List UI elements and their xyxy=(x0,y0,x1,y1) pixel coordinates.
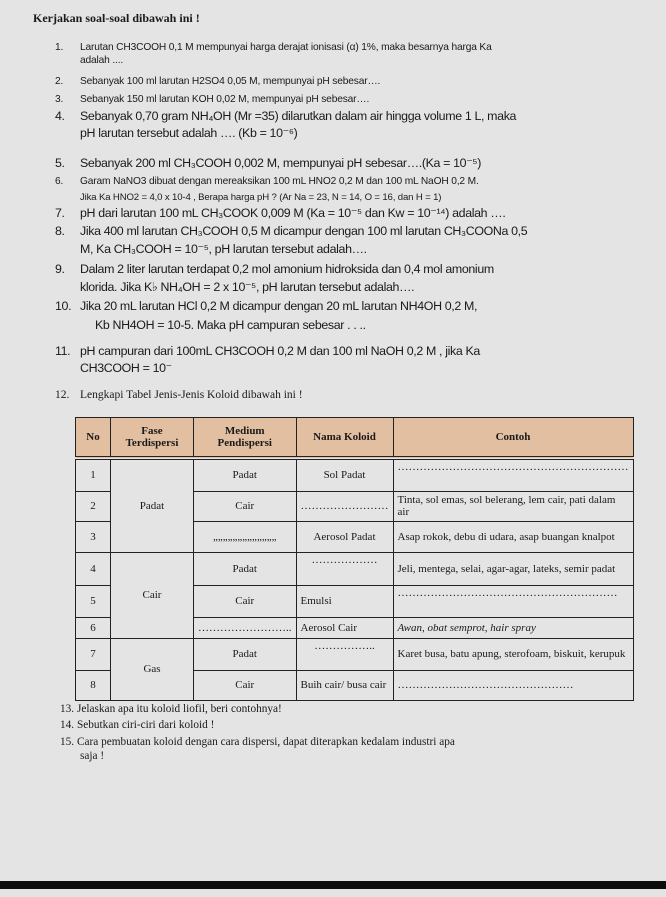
question-number: 4. xyxy=(55,109,65,123)
question-text: Sebanyak 100 ml larutan H2SO4 0,05 M, mempunyai pH sebesar…. xyxy=(80,76,381,87)
question-11 xyxy=(55,343,480,377)
question-text: Sebanyak 150 ml larutan KOH 0,02 M, mempunyai pH sebesar…. xyxy=(80,94,370,105)
question-2 xyxy=(55,76,380,87)
page-title: Kerjakan soal-soal dibawah ini ! xyxy=(33,11,200,25)
cell-fase: Gas xyxy=(111,638,194,700)
cell-contoh xyxy=(393,617,633,638)
question-number: 13. xyxy=(60,703,75,715)
question-13 xyxy=(60,703,282,715)
question-number: 14. xyxy=(60,719,75,731)
cell-medium: …………………….. xyxy=(194,617,297,638)
table-row xyxy=(76,552,634,585)
question-6 xyxy=(55,174,479,206)
cell-fase: Cair xyxy=(111,552,194,638)
question-text: pH campuran dari 100mL CH3COOH 0,2 M dan 100 ml NaOH 0,2 M , jika Ka xyxy=(80,344,480,358)
cell-medium: „„„„„„„„„„„„„ xyxy=(194,521,297,552)
question-number: 3. xyxy=(55,94,64,105)
question-9 xyxy=(55,260,494,296)
cell-contoh: Asap rokok, debu di udara, asap buangan knalpot xyxy=(393,521,633,552)
cell-medium: Cair xyxy=(194,491,297,521)
question-number: 10. xyxy=(55,299,72,313)
cell-no: 7 xyxy=(76,638,111,670)
header-fase: Fase Terdispersi xyxy=(111,418,194,459)
cell-nama: Buih cair/ busa cair xyxy=(296,670,393,700)
cell-nama: Aerosol Padat xyxy=(296,521,393,552)
question-text: Kb NH4OH = 10-5. Maka pH campuran sebesar . . .. xyxy=(95,318,366,332)
question-text: klorida. Jika K♭ NH₄OH = 2 x 10⁻⁵, pH larutan tersebut adalah…. xyxy=(80,280,415,294)
cell-medium: Cair xyxy=(194,670,297,700)
cell-nama: …………………… xyxy=(296,491,393,521)
cell-contoh: Tinta, sol emas, sol belerang, lem cair, pati dalam air xyxy=(393,491,633,521)
cell-nama: Sol Padat xyxy=(296,458,393,491)
cell-contoh: ……………………………………………………… xyxy=(393,458,633,491)
cell-no: 2 xyxy=(76,491,111,521)
question-3 xyxy=(55,94,369,105)
cell-nama: …………….. xyxy=(296,638,393,670)
question-number: 9. xyxy=(55,262,65,276)
question-10 xyxy=(55,297,477,335)
question-text: Garam NaNO3 dibuat dengan mereaksikan 100 mL HNO2 0,2 M dan 100 mL NaOH 0,2 M. xyxy=(80,176,479,187)
question-text: Sebanyak 200 ml CH₃COOH 0,002 M, mempunyai pH sebesar….(Ka = 10⁻⁵) xyxy=(80,156,481,170)
question-7 xyxy=(55,205,505,220)
question-text: Dalam 2 liter larutan terdapat 0,2 mol amonium hidroksida dan 0,4 mol amonium xyxy=(80,262,494,276)
table-row xyxy=(76,458,634,491)
question-5 xyxy=(55,155,481,170)
question-8 xyxy=(55,222,527,258)
header-nama: Nama Koloid xyxy=(296,418,393,459)
cell-no: 5 xyxy=(76,585,111,617)
question-12 xyxy=(55,389,303,401)
question-text: Jika 400 ml larutan CH₃COOH 0,5 M dicampur dengan 100 ml larutan CH₃COONa 0,5 xyxy=(80,224,528,238)
cell-fase: Padat xyxy=(111,458,194,552)
question-text: CH3COOH = 10⁻ xyxy=(80,361,172,375)
table-header-row xyxy=(76,418,634,459)
cell-contoh-text: Awan, obat semprot, hair spray xyxy=(397,621,536,634)
question-number: 2. xyxy=(55,76,64,87)
cell-no: 8 xyxy=(76,670,111,700)
cell-no: 6 xyxy=(76,617,111,638)
question-text: Jelaskan apa itu koloid liofil, beri contohnya! xyxy=(76,703,282,715)
question-text: Sebutkan ciri-ciri dari koloid ! xyxy=(76,719,215,731)
question-text: Sebanyak 0,70 gram NH₄OH (Mr =35) dilarutkan dalam air hingga volume 1 L, maka xyxy=(80,109,517,123)
question-number: 7. xyxy=(55,206,65,220)
question-text: Jika Ka HNO2 = 4,0 x 10-4 , Berapa harga pH ? (Ar Na = 23, N = 14, O = 16, dan H = 1) xyxy=(80,192,442,203)
question-text: M, Ka CH₃COOH = 10⁻⁵, pH larutan tersebut adalah…. xyxy=(80,242,367,256)
header-no: No xyxy=(76,418,111,459)
question-text: Jika 20 mL larutan HCl 0,2 M dicampur dengan 20 mL larutan NH4OH 0,2 M, xyxy=(80,299,478,313)
cell-contoh: Karet busa, batu apung, sterofoam, biskuit, kerupuk xyxy=(393,638,633,670)
question-14 xyxy=(60,719,214,731)
question-text: pH larutan tersebut adalah …. (Kb = 10⁻⁶) xyxy=(80,126,298,140)
header-contoh: Contoh xyxy=(393,418,633,459)
question-number: 12. xyxy=(55,389,70,401)
cell-medium: Padat xyxy=(194,638,297,670)
question-number: 15. xyxy=(60,736,75,748)
cell-medium: Padat xyxy=(194,552,297,585)
question-number: 1. xyxy=(55,42,64,53)
question-text: saja ! xyxy=(80,750,105,762)
question-text: Larutan CH3COOH 0,1 M mempunyai harga derajat ionisasi (α) 1%, maka besarnya harga Ka xyxy=(80,42,492,53)
cell-no: 1 xyxy=(76,458,111,491)
cell-nama: Emulsi xyxy=(296,585,393,617)
cell-medium: Cair xyxy=(194,585,297,617)
question-number: 5. xyxy=(55,156,65,170)
cell-contoh: …………………………………………………… xyxy=(393,585,633,617)
cell-contoh: ………………………………………… xyxy=(393,670,633,700)
question-4 xyxy=(55,108,516,142)
cell-nama: Aerosol Cair xyxy=(296,617,393,638)
cell-medium: Padat xyxy=(194,458,297,491)
question-text: Lengkapi Tabel Jenis-Jenis Koloid dibawah ini ! xyxy=(80,389,303,401)
question-number: 8. xyxy=(55,224,65,238)
cell-no: 4 xyxy=(76,552,111,585)
colloid-table xyxy=(75,417,634,701)
question-1 xyxy=(55,42,492,66)
cell-nama: ……………… xyxy=(296,552,393,585)
question-number: 6. xyxy=(55,176,64,187)
question-text: Cara pembuatan koloid dengan cara dispersi, dapat diterapkan kedalam industri apa xyxy=(76,736,455,748)
cell-contoh: Jeli, mentega, selai, agar-agar, lateks, semir padat xyxy=(393,552,633,585)
question-text: pH dari larutan 100 mL CH₃COOK 0,009 M (Ka = 10⁻⁵ dan Kw = 10⁻¹⁴) adalah …. xyxy=(80,206,506,220)
header-medium: Medium Pendispersi xyxy=(194,418,297,459)
question-text: adalah .... xyxy=(80,55,124,66)
table-row xyxy=(76,638,634,670)
question-number: 11. xyxy=(55,344,71,358)
cell-no: 3 xyxy=(76,521,111,552)
bottom-bar xyxy=(0,881,666,889)
question-15 xyxy=(60,736,455,762)
